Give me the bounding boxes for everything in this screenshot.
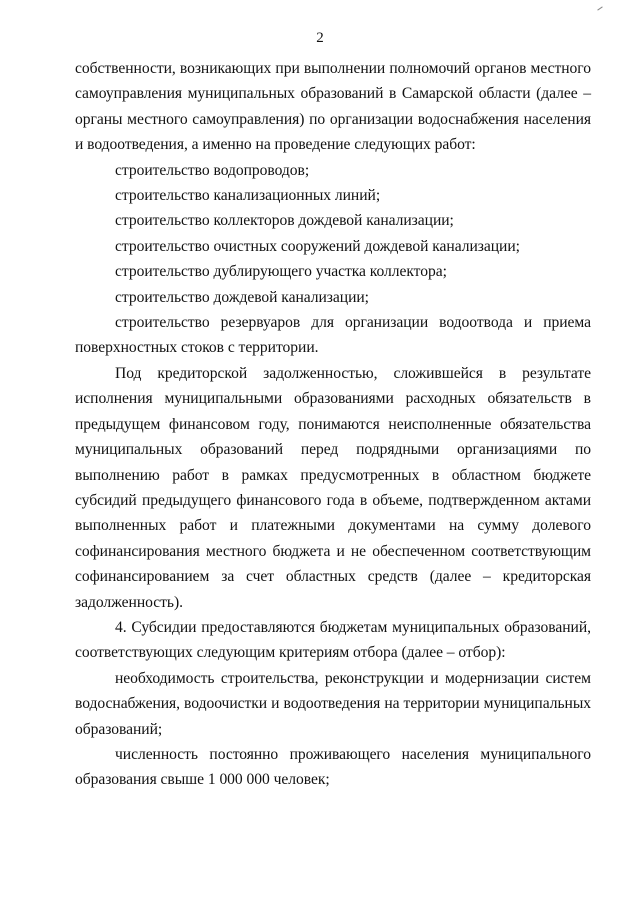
criterion-population: численность постоянно проживающего населения муниципального образования свыше 1 000 000 человек; (75, 745, 591, 789)
paragraph-debt-definition: Под кредиторской задолженностью, сложившейся в результате исполнения муниципальными образованиями расходных обязательств в предыдущем финансовом году, понимаются неисполненные обязательства муниципальных образований перед подрядными организациями по выполнению работ в рамках предусмотренных в областном бюджете субсидий предыдущего финансового года в объеме, подтвержденном актами выполненных работ и платежными документами на сумму долевого софинансирования местного бюджета и не обеспеченном соответствующим софинансированием за счет областных средств (далее – кредиторская задолженность). (75, 364, 591, 611)
list-item-storm-sewer: строительство дождевой канализации; (115, 288, 369, 306)
list-item-storm-collectors: строительство коллекторов дождевой канализации; (115, 212, 454, 230)
list-item-water-pipes: строительство водопроводов; (115, 161, 310, 179)
page-number: 2 (316, 30, 324, 46)
paragraph-intro: собственности, возникающих при выполнении полномочий органов местного самоуправления муниципальных образований в Самарской области (далее – органы местного самоуправления) по организации водоснабжения населения и водоотведения, а именно на проведение следующих работ: (75, 60, 591, 154)
list-item-reservoirs: строительство резервуаров для организации водоотвода и приема поверхностных стоков с территории. (75, 314, 591, 357)
paragraph-section-4: 4. Субсидии предоставляются бюджетам муниципальных образований, соответствующих следующим критериям отбора (далее – отбор): (75, 618, 591, 662)
list-item-backup-collector: строительство дублирующего участка коллектора; (115, 263, 447, 281)
criterion-construction-need: необходимость строительства, реконструкции и модернизации систем водоснабжения, водоочистки и водоотведения на территории муниципальных образований; (75, 669, 591, 738)
scan-corner-mark (597, 6, 602, 10)
document-body (75, 56, 591, 793)
list-item-sewer-lines: строительство канализационных линий; (115, 187, 381, 205)
list-item-storm-treatment: строительство очистных сооружений дождевой канализации; (115, 237, 520, 255)
